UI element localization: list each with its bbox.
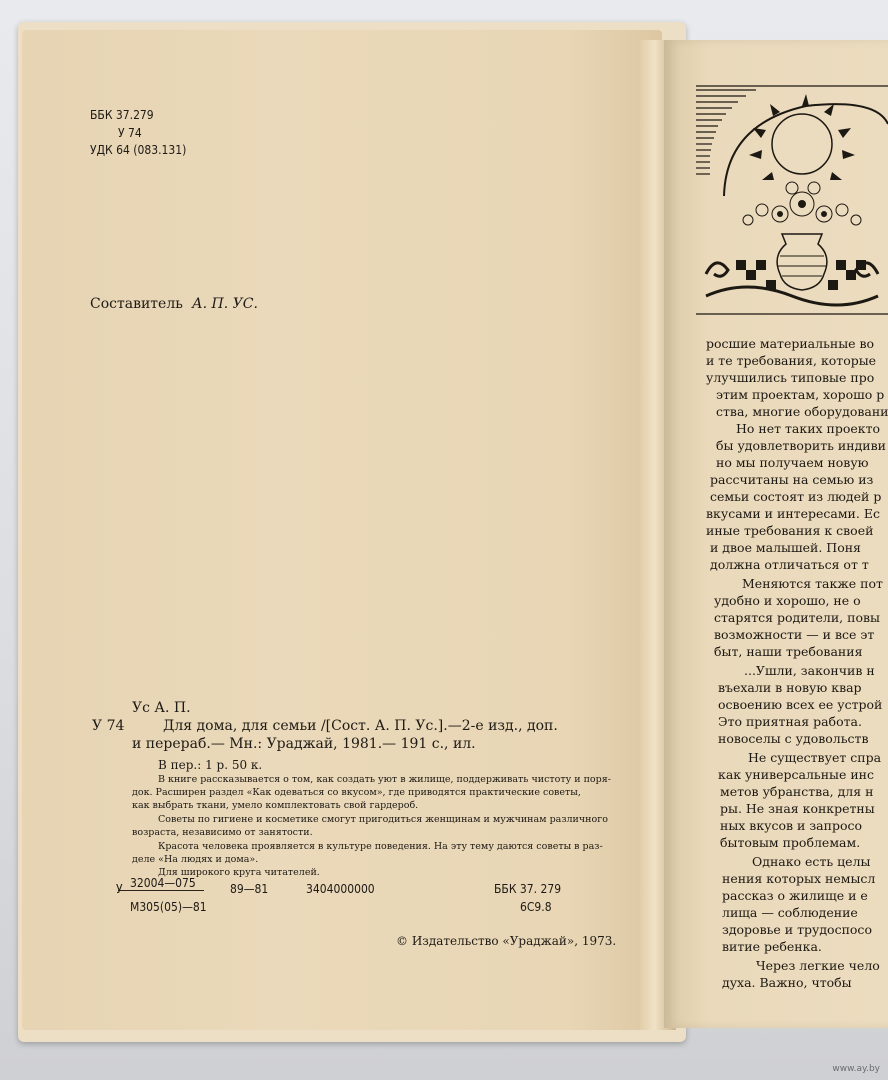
annotation-line: В книге рассказывается о том, как создать уют в жилище, поддерживать чистоту и поря- [158,774,611,785]
annotation-line: возраста, независимо от занятости. [132,827,313,838]
right-text-line: ры. Не зная конкретны [720,801,875,816]
right-text-line: нения которых немысл [722,871,876,886]
index-code-2: 89—81 [230,882,269,896]
right-text-line: как универсальные инс [718,767,875,782]
index-code-1: 32004—075 [130,876,196,890]
right-text-line: возможности — и все эт [714,627,875,642]
index-code-3: 3404000000 [306,882,375,896]
annotation-line: Советы по гигиене и косметике смогут пригодиться женщинам и мужчинам различного [158,814,608,825]
annotation-line: док. Расширен раздел «Как одеваться со вкусом», где приводятся практические советы, [132,787,581,798]
annotation-line: деле «На людях и дома». [132,854,259,865]
right-text-line: но мы получаем новую [716,455,869,470]
right-text-line: и двое малышей. Поня [710,540,861,555]
right-text-line: удобно и хорошо, не о [714,593,861,608]
annotation-line: Красота человека проявляется в культуре поведения. На эту тему даются советы в раз- [158,841,603,852]
compiler-name: А. П. УС. [192,296,258,312]
right-text-line: въехали в новую квар [718,680,862,695]
right-text-line: этим проектам, хорошо р [716,387,885,402]
right-text-line: ных вкусов и запросо [720,818,863,833]
right-text-line: улучшились типовые про [706,370,875,385]
right-text-line: Но нет таких проекто [736,421,881,436]
title-line-2: и перераб.— Мн.: Ураджай, 1981.— 191 с., ил. [132,736,476,752]
udk-code: УДК 64 (083.131) [90,143,187,157]
u74-code: У 74 [118,126,142,140]
right-text-line: бы удовлетворить индиви [716,438,886,453]
sun-vase-ornament-icon [696,84,888,320]
right-text-line: витие ребенка. [722,939,822,954]
right-text-line: старятся родители, повы [714,610,880,625]
right-text-line: должна отличаться от т [710,557,869,572]
right-text-line: иные требования к своей [706,523,874,538]
right-text-line: Однако есть целы [752,854,871,869]
watermark: www.ay.by [832,1064,880,1074]
right-text-line: семьи состоят из людей р [710,489,882,504]
bbk-code-bottom: ББК 37. 279 [494,882,562,896]
left-page [22,30,662,1030]
bbk-code: ББК 37.279 [90,108,154,122]
right-text-line: освоению всех ее устрой [718,697,883,712]
right-text-line: Через легкие чело [756,958,880,973]
index-code-4: М305(05)—81 [130,900,207,914]
price: В пер.: 1 р. 50 к. [158,758,263,772]
right-text-line: вкусами и интересами. Ес [706,506,880,521]
right-text-line: Это приятная работа. [718,714,862,729]
index-rule [118,890,204,891]
annotation-line: как выбрать ткани, умело комплектовать свой гардероб. [132,800,419,811]
right-text-line: рассказ о жилище и е [722,888,868,903]
author: Ус А. П. [132,700,191,716]
right-text-line: бытовым проблемам. [720,835,861,850]
bbk-code-sub: 6С9.8 [520,900,552,914]
copyright: © Издательство «Ураджай», 1973. [396,934,617,948]
right-text-line: быт, наши требования [714,644,863,659]
right-text-line: метов убранства, для н [720,784,874,799]
index-code-2-prefix: У [116,882,123,896]
right-text-line: Не существует спра [748,750,882,765]
title-line-1: Для дома, для семьи /[Сост. А. П. Ус.].—2-е изд., доп. [163,718,558,734]
right-text-line: рассчитаны на семью из [710,472,874,487]
right-text-line: лища — соблюдение [722,905,858,920]
compiler-label: Составитель [90,296,183,312]
right-text-line: росшие материальные во [706,336,875,351]
catalog-code: У 74 [92,718,125,734]
right-text-line: ства, многие оборудовани [716,404,888,419]
right-text-line: и те требования, которые [706,353,877,368]
right-text-line: здоровье и трудоспосо [722,922,872,937]
right-text-line: ...Ушли, закончив н [744,663,875,678]
right-text-line: Меняются также пот [742,576,883,591]
right-text-line: новоселы с удовольств [718,731,869,746]
right-text-line: духа. Важно, чтобы [722,975,852,990]
annotation-line: Для широкого круга читателей. [158,867,320,878]
